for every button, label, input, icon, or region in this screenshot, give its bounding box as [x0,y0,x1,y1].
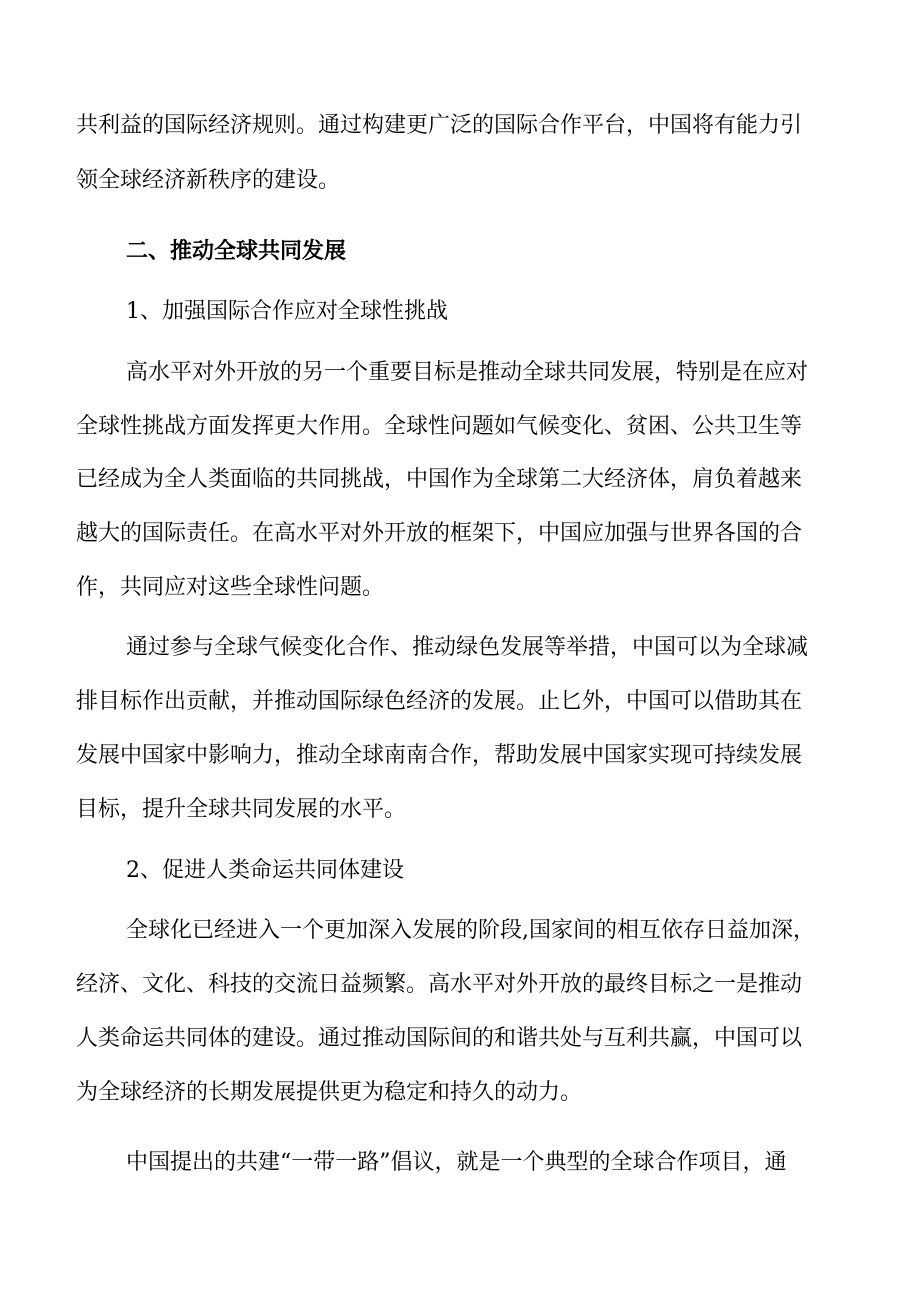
paragraph-line: 发展中国家中影响力，推动全球南南合作，帮助发展中国家实现可持续发展 [76,743,803,768]
paragraph-line: 经济、文化、科技的交流日益频繁。高水平对外开放的最终目标之一是推动 [76,972,803,997]
subsection-heading: 1、加强国际合作应对全球性挑战 [126,299,448,324]
paragraph-line: 人类命运共同体的建设。通过推动国际间的和谐共处与互利共赢，中国可以 [76,1026,803,1051]
paragraph-line: 作，共同应对这些全球性问题。 [76,575,385,600]
paragraph-line: 高水平对外开放的另一个重要目标是推动全球共同发展，特别是在应对 [126,360,809,385]
section-heading: 二、推动全球共同发展 [126,239,347,264]
paragraph-line: 中国提出的共建“一带一路”倡议，就是一个典型的全球合作项目，通 [126,1150,787,1175]
paragraph-line: 排目标作出贡献，并推动国际绿色经济的发展。止匕外，中国可以借助其在 [76,689,803,714]
paragraph-line: 共利益的国际经济规则。通过构建更广泛的国际合作平台，中国将有能力引 [76,113,803,138]
paragraph-line: 全球性挑战方面发挥更大作用。全球性问题如气候变化、贫困、公共卫生等 [76,414,803,439]
paragraph-line: 越大的国际责任。在高水平对外开放的框架下，中国应加强与世界各国的合 [76,521,803,546]
paragraph-line: 领全球经济新秩序的建设。 [76,168,341,193]
paragraph-line: 已经成为全人类面临的共同挑战，中国作为全球第二大经济体，肩负着越来 [76,467,803,492]
paragraph-line: 通过参与全球气候变化合作、推动绿色发展等举措，中国可以为全球减 [126,635,809,660]
subsection-heading: 2、促进人类命运共同体建设 [126,858,404,883]
paragraph-line: 全球化已经进入一个更加深入发展的阶段,国家间的相互依存日益加深， [126,918,815,943]
paragraph-line: 目标，提升全球共同发展的水平。 [76,797,407,822]
paragraph-line: 为全球经济的长期发展提供更为稳定和持久的动力。 [76,1080,583,1105]
